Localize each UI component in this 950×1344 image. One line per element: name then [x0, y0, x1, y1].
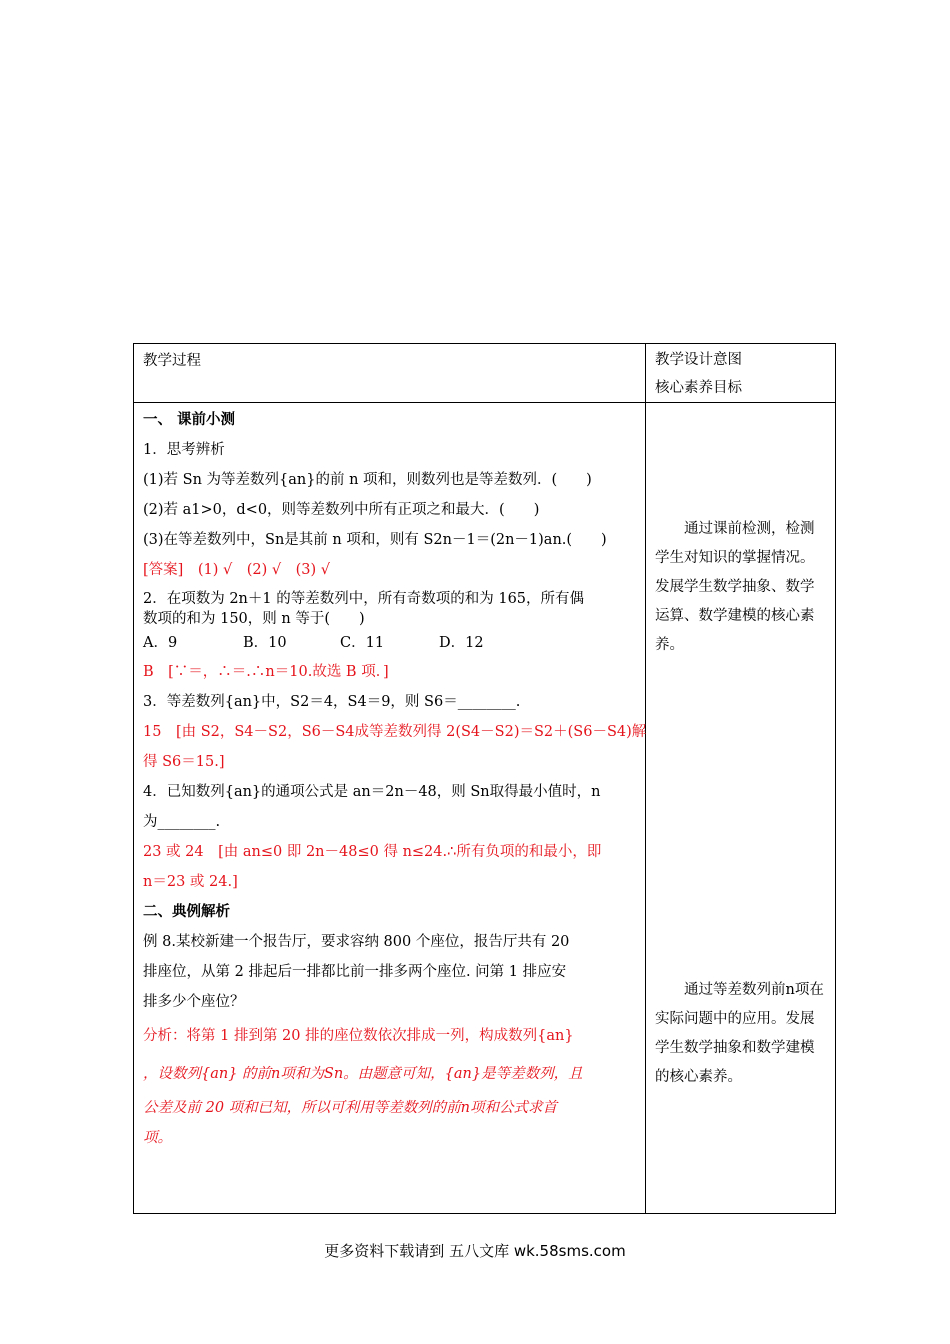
analysis-line-1: 分析：将第 1 排到第 20 排的座位数依次排成一列，构成数列{an} [143, 1028, 574, 1044]
footer-download-link[interactable]: 更多资料下载请到 五八文库 wk.58sms.com [324, 1242, 626, 1260]
section-2-title: 二、典例解析 [143, 903, 230, 920]
question-4-answer-line-2: n＝23 或 24.] [143, 874, 238, 890]
option-b: B．10 [243, 635, 287, 651]
question-1-item-3: (3)在等差数列中，Sn是其前 n 项和，则有 S2n－1＝(2n－1)an.( ) [143, 532, 607, 548]
header-left-cell [134, 344, 646, 403]
question-4-line-1: 4．已知数列{an}的通项公式是 an＝2n－48，则 Sn取得最小值时，n [143, 784, 601, 800]
question-3: 3．等差数列{an}中，S2＝4，S4＝9，则 S6＝________. [143, 694, 521, 710]
option-c: C．11 [340, 635, 385, 651]
lesson-table [133, 343, 836, 1214]
example-8-line-2: 排座位，从第 2 排起后一排都比前一排多两个座位. 问第 1 排应安 [143, 964, 567, 980]
header-right-cell [646, 344, 836, 403]
intent-pre-class-test: 通过课前检测，检测学生对知识的掌握情况。发展学生数学抽象、数学运算、数学建模的核心素养。 [655, 521, 815, 653]
design-intent-cell [646, 403, 836, 1214]
analysis-line-4: 项。 [143, 1130, 172, 1146]
intent-example-application: 通过等差数列前n项在实际问题中的应用。发展学生数学抽象和数学建模的核心素养。 [655, 982, 824, 1085]
option-d: D．12 [439, 635, 484, 651]
table-body-row [134, 403, 836, 1214]
question-1-item-2: (2)若 a1>0，d<0，则等差数列中所有正项之和最大．( ) [143, 502, 540, 518]
header-design-intent: 教学设计意图 [655, 352, 742, 368]
question-3-answer-line-2: 得 S6＝15.] [143, 754, 225, 770]
table-header-row [134, 344, 836, 403]
question-1-answer: [答案] (1) √ (2) √ (3) √ [143, 562, 330, 578]
question-4-line-2: 为________. [143, 814, 221, 830]
teaching-process-cell [134, 403, 646, 1214]
question-1-title: 1．思考辨析 [143, 442, 225, 458]
question-4-answer-line-1: 23 或 24 [由 an≤0 即 2n－48≤0 得 n≤24.∴所有负项的和最小，即 [143, 844, 602, 860]
example-8-line-1: 例 8.某校新建一个报告厅，要求容纳 800 个座位，报告厅共有 20 [143, 934, 570, 950]
analysis-line-2: ，设数列{an} 的前n项和为Sn。由题意可知，{an}是等差数列，且 [143, 1066, 583, 1082]
header-core-literacy: 核心素养目标 [655, 380, 742, 396]
example-8-line-3: 排多少个座位？ [143, 994, 245, 1010]
analysis-line-3: 公差及前 20 项和已知，所以可利用等差数列的前n项和公式求首 [143, 1100, 558, 1116]
question-2-options [143, 629, 637, 657]
question-3-answer-line-1: 15 [由 S2，S4－S2，S6－S4成等差数列得 2(S4－S2)＝S2＋(S6－S4)解 [143, 724, 647, 740]
header-teaching-process: 教学过程 [143, 353, 201, 369]
question-2-line-2: 数项的和为 150，则 n 等于( ) [143, 611, 365, 627]
question-1-item-1: (1)若 Sn 为等差数列{an}的前 n 项和，则数列也是等差数列．( ) [143, 472, 592, 488]
question-2-answer: B [∵＝，∴＝.∴n＝10.故选 B 项．] [143, 664, 389, 680]
option-a: A．9 [143, 635, 178, 651]
section-1-title: 一、 课前小测 [143, 411, 236, 428]
question-2-line-1: 2．在项数为 2n＋1 的等差数列中，所有奇数项的和为 165，所有偶 [143, 591, 585, 607]
